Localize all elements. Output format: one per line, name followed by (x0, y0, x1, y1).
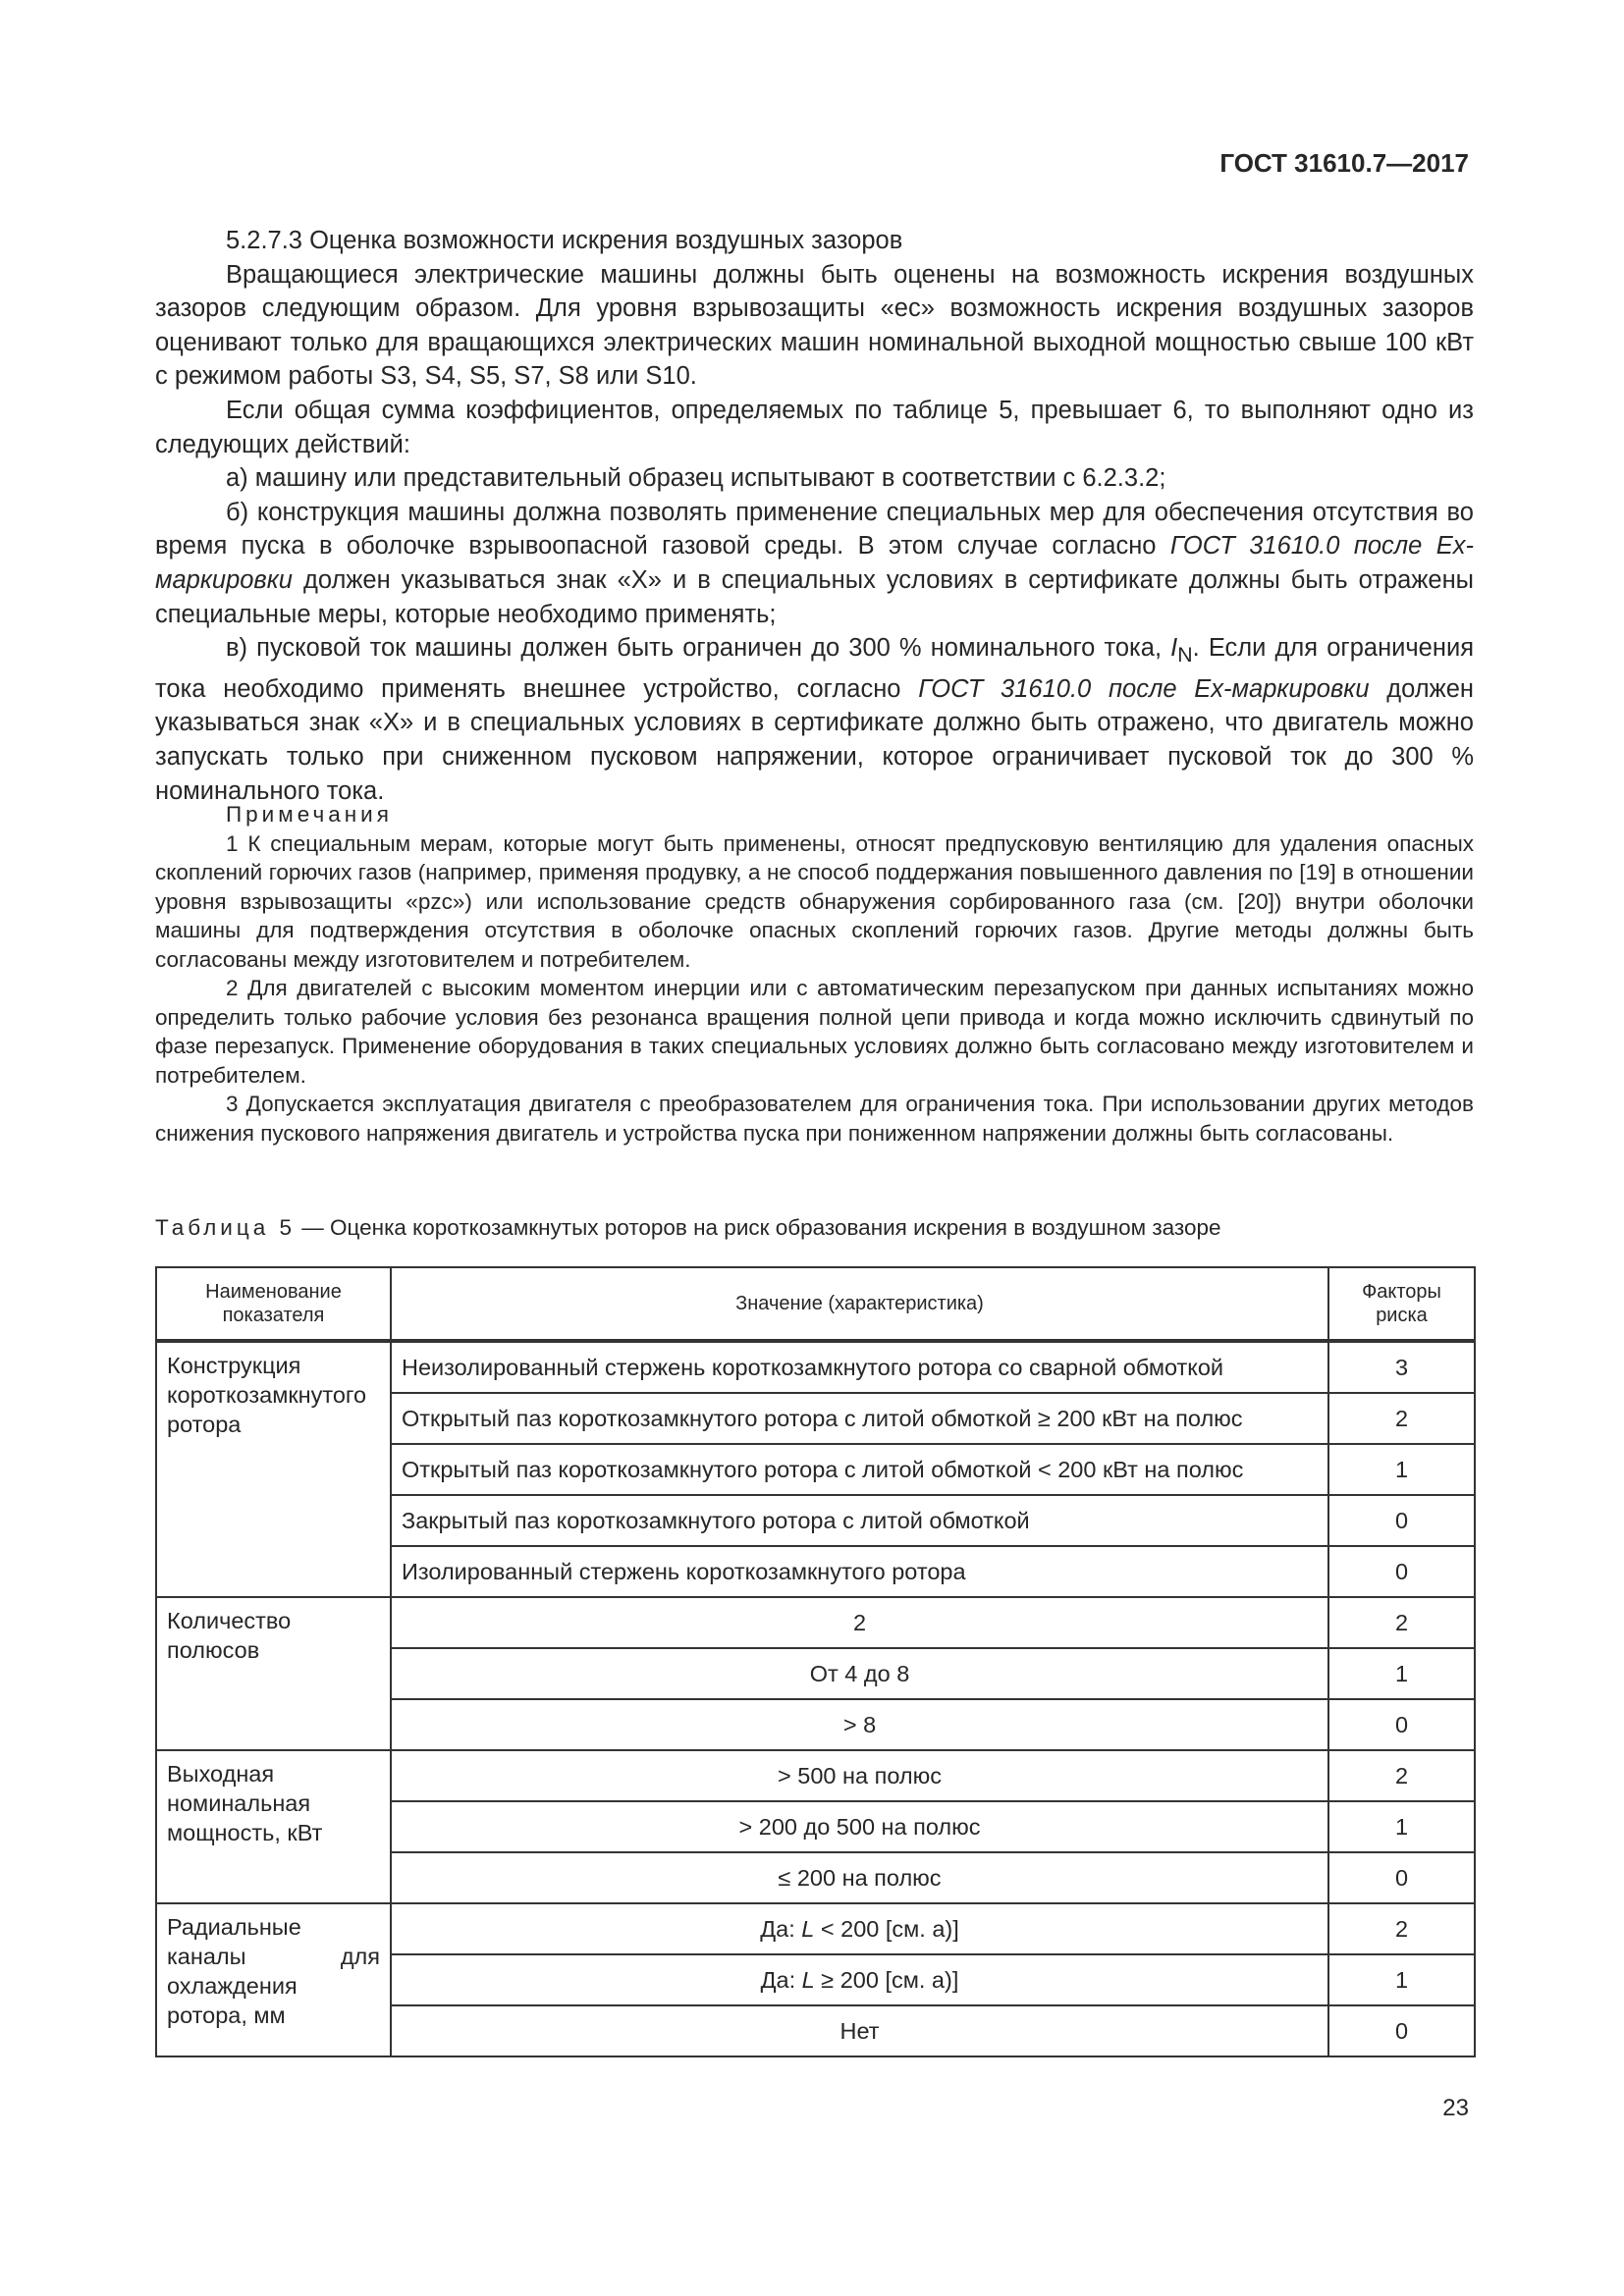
length-symbol: L (801, 1915, 815, 1942)
value-suffix: ≥ 200 [см. а)] (814, 1966, 959, 1993)
value-cell: Открытый паз короткозамкнутого ротора с литой обмоткой ≥ 200 кВт на полюс (391, 1393, 1328, 1444)
paragraph: Вращающиеся электрические машины должны быть оценены на возможность искрения воздушных зазоров следующим образом. Для уровня взрывозащиты «ec» возможность искрения воздушных зазоров оценивают только для вращающихся электрических машин номинальной выходной мощностью свыше 100 кВт с режимом работы S3, S4, S5, S7, S8 или S10. (155, 260, 1474, 391)
value-cell: 2 (391, 1597, 1328, 1648)
factor-cell: 0 (1328, 1546, 1475, 1597)
factor-cell: 0 (1328, 1495, 1475, 1546)
list-item-c (155, 631, 1474, 808)
table-label: Таблица 5 (155, 1215, 296, 1240)
factor-cell: 1 (1328, 1444, 1475, 1495)
value-cell: Изолированный стержень короткозамкнутого ротора (391, 1546, 1328, 1597)
table-row (156, 1597, 1475, 1648)
factor-cell: 2 (1328, 1750, 1475, 1801)
column-header: Значение (характеристика) (391, 1267, 1328, 1341)
document-header: ГОСТ 31610.7—2017 (1219, 148, 1469, 178)
value-cell: Неизолированный стержень короткозамкнутого ротора со сварной обмоткой (391, 1341, 1328, 1393)
page-number: 23 (1442, 2095, 1469, 2121)
factor-cell: 1 (1328, 1648, 1475, 1699)
factor-cell: 0 (1328, 1852, 1475, 1903)
value-cell: > 500 на полюс (391, 1750, 1328, 1801)
column-header: Факторы риска (1328, 1267, 1475, 1341)
row-group-name: Количество полюсов (156, 1597, 391, 1750)
row-group-name: Выходная номинальная мощность, кВт (156, 1750, 391, 1903)
note-item: 3 Допускается эксплуатация двигателя с преобразователем для ограничения тока. При использовании других методов снижения пускового напряжения двигатель и устройства пуска при пониженном напряжении должны быть согласованы. (155, 1092, 1474, 1146)
list-item-c-text: . Если для ограничения тока необходимо применять внешнее устройство, согласно (155, 634, 1475, 703)
list-item-b-text: должен указываться знак «X» и в специальных условиях в сертификате должны быть отражены специальные меры, которые необходимо применять; (155, 565, 1474, 628)
section-heading: 5.2.7.3 Оценка возможности искрения воздушных зазоров (226, 227, 903, 254)
value-cell: Закрытый паз короткозамкнутого ротора с литой обмоткой (391, 1495, 1328, 1546)
table-row (156, 1903, 1475, 1954)
value-suffix: < 200 [см. а)] (814, 1915, 959, 1942)
factor-cell: 1 (1328, 1954, 1475, 2005)
current-symbol: I (1170, 634, 1178, 663)
notes-heading: Примечания (226, 802, 393, 827)
standard-reference: ГОСТ 31610.0 после Ex-маркировки (155, 532, 1474, 594)
list-item-b (155, 496, 1474, 631)
table-header-row (156, 1267, 1475, 1341)
row-group-name: Радиальные каналы для охлаждения ротора, мм (156, 1903, 391, 2056)
table-caption (155, 1213, 1474, 1243)
list-item-c-text: в) пусковой ток машины должен быть ограничен до 300 % номинального тока, (226, 634, 1171, 663)
value-cell: От 4 до 8 (391, 1648, 1328, 1699)
table-title: — Оценка короткозамкнутых роторов на риск образования искрения в воздушном зазоре (296, 1215, 1221, 1240)
value-cell: Открытый паз короткозамкнутого ротора с литой обмоткой < 200 кВт на полюс (391, 1444, 1328, 1495)
standard-reference: ГОСТ 31610.0 после Ex-маркировки (918, 674, 1370, 703)
factor-cell: 0 (1328, 2005, 1475, 2056)
list-item-c-text: должен указываться знак «X» и в специальных условиях в сертификате должно быть отражено, что двигатель можно запускать только при сниженном пусковом напряжении, которое ограничивает пусковой ток до 300 % номинального тока. (155, 674, 1474, 805)
value-cell: > 200 до 500 на полюс (391, 1801, 1328, 1852)
factor-cell: 1 (1328, 1801, 1475, 1852)
value-cell: > 8 (391, 1699, 1328, 1750)
factor-cell: 0 (1328, 1699, 1475, 1750)
list-item-a: а) машину или представительный образец испытывают в соответствии с 6.2.3.2; (226, 464, 1166, 493)
factor-cell: 3 (1328, 1341, 1475, 1393)
note-item: 1 К специальным мерам, которые могут быть применены, относят предпусковую вентиляцию для удаления опасных скоплений горючих газов (например, применяя продувку, а не способ поддержания повышенного давления по [19] в отношении уровня взрывозащиты «pzc») или использование средств обнаружения сорбированного газа (см. [20]) внутри оболочки машины для подтверждения отсутствия в оболочке опасных скоплений горючих газов. Другие методы должны быть согласованы между изготовителем и потребителем. (155, 830, 1474, 972)
paragraph: Если общая сумма коэффициентов, определяемых по таблице 5, превышает 6, то выполняют одно из следующих действий: (155, 396, 1474, 458)
value-cell (391, 1903, 1328, 1954)
table-row (156, 1341, 1475, 1393)
column-header: Наименование показателя (156, 1267, 391, 1341)
risk-factor-table (155, 1266, 1476, 2057)
factor-cell: 2 (1328, 1597, 1475, 1648)
notes-block (155, 800, 1474, 1148)
value-prefix: Да: (760, 1966, 802, 1993)
current-subscript: N (1177, 643, 1193, 667)
value-cell (391, 1954, 1328, 2005)
factor-cell: 2 (1328, 1903, 1475, 1954)
note-item: 2 Для двигателей с высоким моментом инерции или с автоматическим перезапуском при данных испытаниях можно определить только рабочие условия без резонанса вращения полной цепи привода и когда можно исключить сдвинутый по фазе перезапуск. Применение оборудования в таких специальных условиях должно быть согласовано между изготовителем и потребителем. (155, 976, 1474, 1088)
value-cell: ≤ 200 на полюс (391, 1852, 1328, 1903)
value-cell: Нет (391, 2005, 1328, 2056)
table-row (156, 1750, 1475, 1801)
section-body (155, 224, 1474, 808)
row-group-name: Конструкция короткозамкнутого ротора (156, 1341, 391, 1597)
factor-cell: 2 (1328, 1393, 1475, 1444)
value-prefix: Да: (760, 1915, 802, 1942)
list-item-b-text: б) конструкция машины должна позволять применение специальных мер для обеспечения отсутствия во время пуска в оболочке взрывоопасной газовой среды. В этом случае согласно (155, 498, 1474, 561)
length-symbol: L (801, 1966, 815, 1993)
